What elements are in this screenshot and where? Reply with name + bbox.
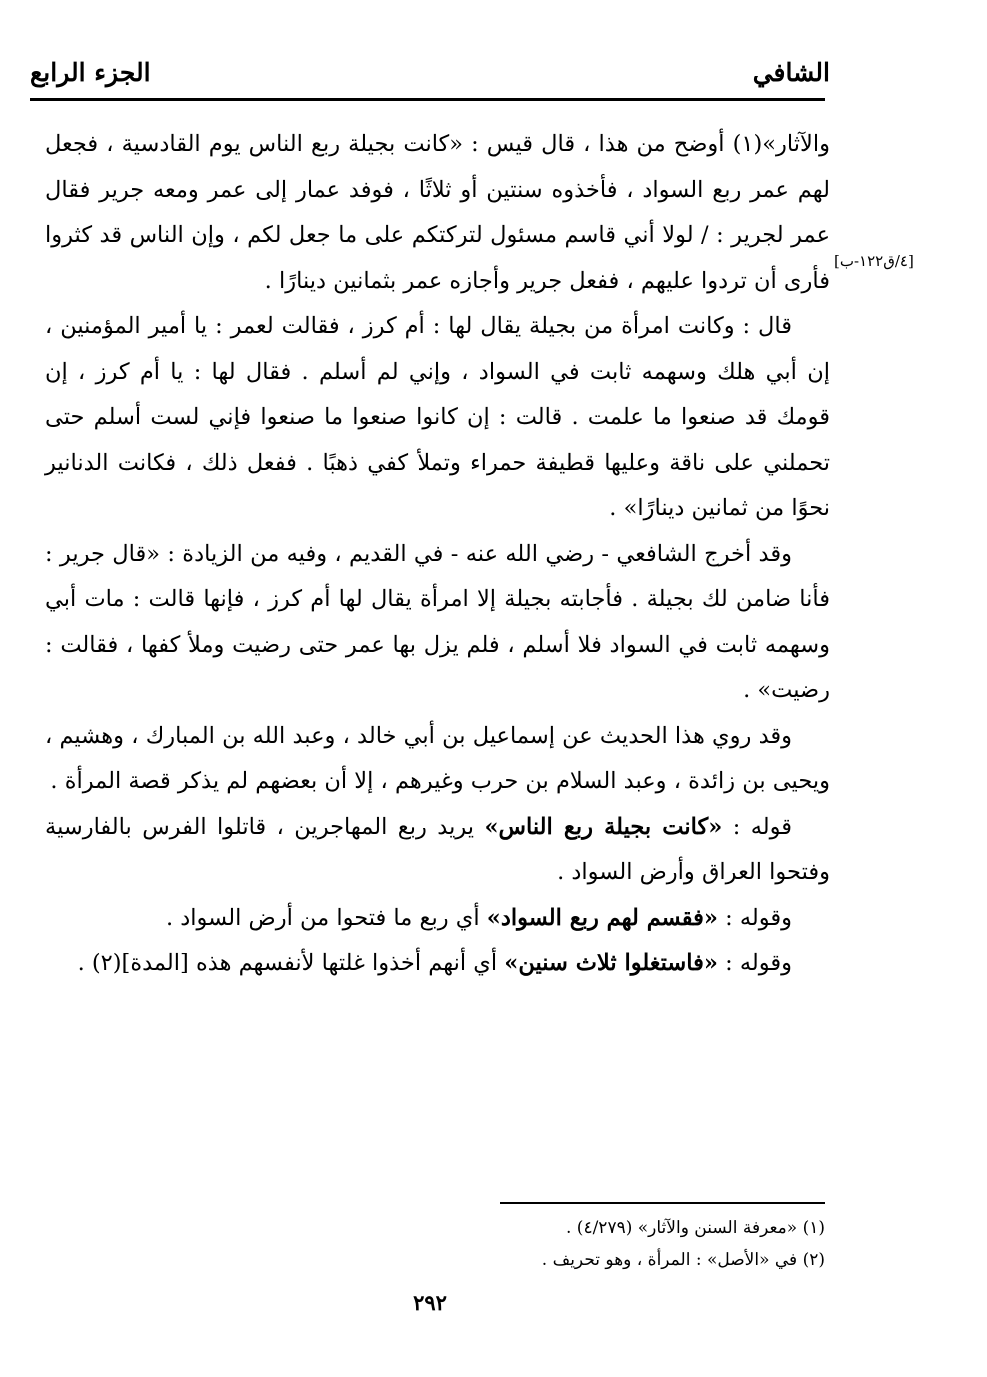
quoted-phrase: «فقسم لهم ربع السواد»	[486, 904, 718, 931]
body-text	[45, 122, 830, 987]
paragraph-3: وقد أخرج الشافعي - رضي الله عنه - في القديم ، وفيه من الزيادة : «قال جرير : فأنا ضامن لك بجيلة . فأجابته بجيلة إلا امرأة يقال لها أم كرز ، فإنها قالت : مات أبي وسهمه ثابت في السواد فلا أسلم ، فلم يزل بها عمر حتى رضيت وملأ كفها ، فقالت : رضيت» .	[45, 540, 830, 703]
running-head	[30, 52, 830, 96]
book-title: الشافي	[752, 58, 830, 87]
paragraph-7: وقوله : «فاستغلوا ثلاث سنين» أي أنهم أخذوا غلتها لأنفسهم هذه [المدة](٢) .	[77, 950, 792, 976]
volume-label: الجزء الرابع	[30, 58, 151, 87]
paragraph-4: وقد روي هذا الحديث عن إسماعيل بن أبي خالد ، وعبد الله بن المبارك ، وهشيم ، ويحيى بن زائدة ، وعبد السلام بن حرب وغيرهم ، إلا أن بعضهم لم يذكر قصة المرأة .	[45, 722, 830, 794]
paragraph-5: قوله : «كانت بجيلة ربع الناس» يريد ربع المهاجرين ، قاتلوا الفرس بالفارسية وفتحوا العراق وأرض السواد .	[45, 813, 830, 885]
quoted-phrase: «فاستغلوا ثلاث سنين»	[504, 950, 718, 976]
footnote-1: (١) «معرفة السنن والآثار» (٤/٢٧٩) .	[566, 1218, 825, 1238]
footnotes	[200, 1212, 825, 1276]
paragraph-1: والآثار»(١) أوضح من هذا ، قال قيس : «كانت بجيلة ربع الناس يوم القادسية ، فجعل لهم عمر ربع السواد ، فأخذوه سنتين أو ثلاثًا ، فوفد عمار إلى عمر ومعه جرير فقال عمر لجرير : / لولا أني قاسم مسئول لتركتكم على ما جعل لكم ، وإن الناس قد كثروا فأرى أن تردوا عليهم ، ففعل جرير وأجازه عمر بثمانين دينارًا .	[45, 131, 830, 294]
quoted-phrase: «كانت بجيلة ربع الناس»	[484, 813, 723, 840]
header-rule	[30, 98, 825, 101]
footnote-2: (٢) في «الأصل» : المرأة ، وهو تحريف .	[541, 1250, 825, 1270]
paragraph-2: قال : وكانت امرأة من بجيلة يقال لها : أم كرز ، فقالت لعمر : يا أمير المؤمنين ، إن أبي هلك وسهمه ثابت في السواد ، وإني لم أسلم . فقال لها : يا أم كرز ، إن قومك قد صنعوا ما علمت . قالت : إن كانوا صنعوا ما صنعوا فإني لست أسلم حتى تحملني على ناقة وعليها قطيفة حمراء وتملأ كفي ذهبًا . ففعل ذلك ، فكانت الدنانير نحوًا من ثمانين دينارًا» .	[45, 313, 830, 521]
paragraph-6: وقوله : «فقسم لهم ربع السواد» أي ربع ما فتحوا من أرض السواد .	[165, 904, 792, 931]
page-number: ٢٩٢	[413, 1290, 447, 1315]
manuscript-folio-note: [٤/ق١٢٢-ب]	[834, 252, 914, 270]
footnote-rule	[500, 1202, 825, 1204]
